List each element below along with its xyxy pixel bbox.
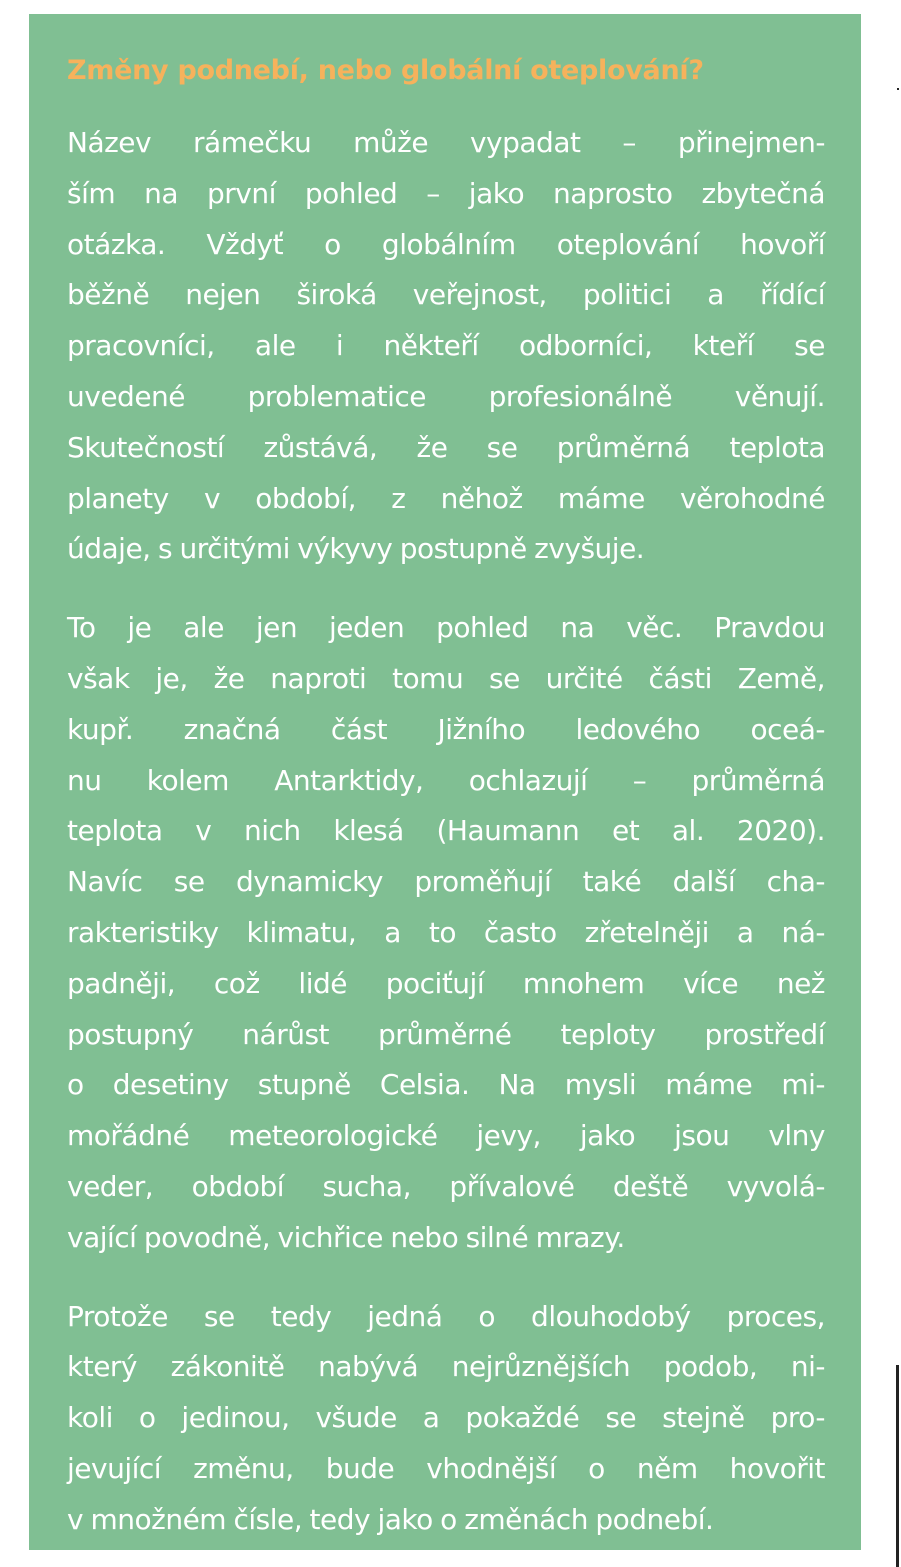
crop-mark-right [896,1365,899,1567]
text-line: teplota v nich klesá (Haumann et al. 2020). [67,814,825,848]
text-line: mořádné meteorologické jevy, jako jsou vlny [67,1119,825,1153]
text-line: který zákonitě nabývá nejrůznějších podob, ni- [67,1350,825,1384]
text-line: veder, období sucha, přívalové deště vyvolá- [67,1169,825,1203]
text-line: vající povodně, vichřice nebo silné mrazy. [67,1220,625,1254]
text-line: Název rámečku může vypadat – přinejmen- [67,126,825,159]
text-line: otázka. Vždyť o globálním oteplování hovoří [67,227,825,261]
text-line: Protože se tedy jedná o dlouhodobý proces, [67,1299,825,1333]
text-line: o desetiny stupně Celsia. Na mysli máme mi- [67,1068,825,1102]
text-line: uvedené problematice profesionálně věnují. [67,379,825,413]
text-line: koli o jedinou, všude a pokaždé se stejně pro- [67,1401,825,1435]
paragraph-2 [67,603,825,1263]
text-line: To je ale jen jeden pohled na věc. Pravdou [67,611,825,645]
crop-mark-top [897,88,899,90]
text-line: běžně nejen široká veřejnost, politici a řídící [67,278,825,312]
text-line: ším na první pohled – jako naprosto zbytečná [67,176,825,210]
text-line: Navíc se dynamicky proměňují také další cha- [67,865,825,899]
text-line: Skutečností zůstává, že se průměrná teplota [67,430,825,464]
sidebar-box [29,14,861,1550]
text-line: postupný nárůst průměrné teploty prostředí [67,1017,825,1051]
text-line: údaje, s určitými výkyvy postupně zvyšuje. [67,532,645,566]
text-line: nu kolem Antarktidy, ochlazují – průměrná [67,763,825,797]
text-line: planety v období, z něhož máme věrohodné [67,481,825,515]
text-line: však je, že naproti tomu se určité části Země, [67,661,825,695]
box-title: Změny podnebí, nebo globální oteplování? [67,55,704,86]
paragraph-1 [67,118,825,575]
paragraph-3 [67,1292,825,1546]
text-line: jevující změnu, bude vhodnější o něm hovořit [67,1451,825,1485]
text-line: kupř. značná část Jižního ledového oceá- [67,712,825,746]
text-line: pracovníci, ale i někteří odborníci, kteří se [67,329,825,363]
text-line: rakteristiky klimatu, a to často zřetelněji a ná- [67,915,825,949]
text-line: v množném čísle, tedy jako o změnách podnebí. [67,1502,714,1536]
text-line: padněji, což lidé pociťují mnohem více než [67,966,825,1000]
